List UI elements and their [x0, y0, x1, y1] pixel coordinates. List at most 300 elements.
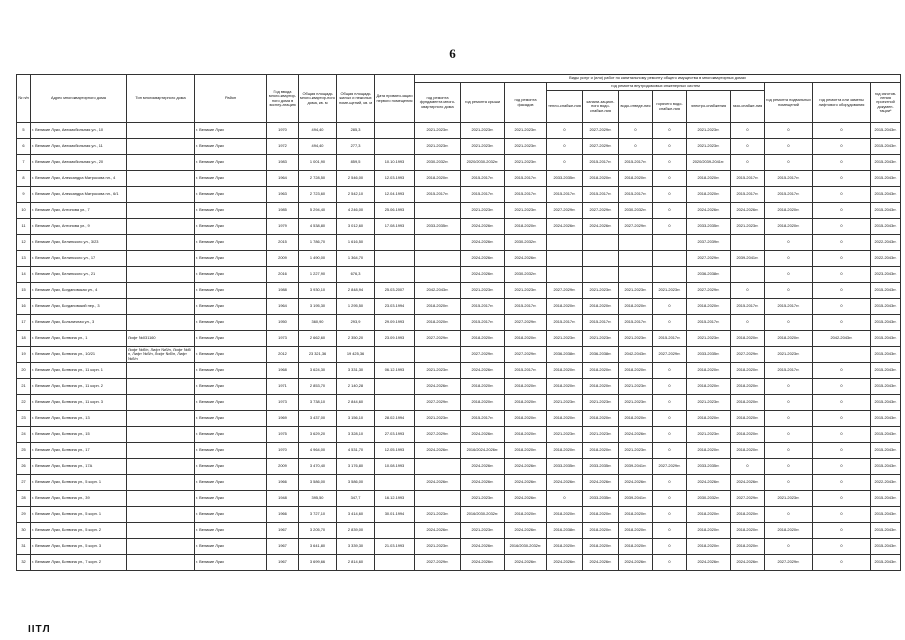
- table-cell: 2015-2043гг.: [871, 379, 901, 395]
- table-cell: 2021-2023гг.: [731, 219, 765, 235]
- table-cell: 13: [17, 251, 31, 267]
- table-cell: 2018-2020гг.: [415, 299, 461, 315]
- table-cell: 1973: [267, 395, 299, 411]
- table-cell: [547, 235, 583, 251]
- table-cell: 494,40: [299, 139, 337, 155]
- table-cell: 1970: [267, 443, 299, 459]
- table-cell: 0: [653, 395, 687, 411]
- table-cell: 2015-2017гг.: [583, 315, 619, 331]
- table-cell: 0: [653, 155, 687, 171]
- table-cell: 0: [813, 123, 871, 139]
- table-cell: 2 350,20: [337, 331, 375, 347]
- table-cell: [415, 203, 461, 219]
- table-cell: 2015-2017гг.: [583, 155, 619, 171]
- table-cell: 0: [765, 235, 813, 251]
- table-cell: 2021-2023гг.: [461, 203, 505, 219]
- table-cell: 2027-2029гг.: [653, 459, 687, 475]
- table-cell: 18: [17, 331, 31, 347]
- table-cell: г. Великие Луки: [195, 347, 267, 363]
- table-cell: г. Великие Луки: [195, 235, 267, 251]
- table-cell: [127, 187, 195, 203]
- table-cell: г. Великие Луки, Ботвина ул., 15: [31, 427, 127, 443]
- table-cell: [547, 251, 583, 267]
- table-cell: 2027-2029гг.: [415, 395, 461, 411]
- table-cell: 2042-2043гг.: [415, 283, 461, 299]
- table-row: [17, 379, 901, 395]
- table-cell: 2018-2020гг.: [619, 507, 653, 523]
- table-cell: 14: [17, 267, 31, 283]
- table-row: [17, 123, 901, 139]
- table-cell: г. Великие Луки: [195, 283, 267, 299]
- table-row: [17, 315, 901, 331]
- table-cell: 2018-2020гг.: [619, 539, 653, 555]
- table-cell: 2009: [267, 251, 299, 267]
- table-cell: 1968: [267, 363, 299, 379]
- table-cell: 2018-2020гг.: [547, 507, 583, 523]
- table-cell: 23.09.1993: [375, 331, 415, 347]
- table-cell: 3 339,30: [337, 539, 375, 555]
- table-cell: г. Великие Луки: [195, 171, 267, 187]
- table-cell: 0: [765, 443, 813, 459]
- table-cell: 2018-2020гг.: [731, 331, 765, 347]
- table-cell: 17.08.1993: [375, 219, 415, 235]
- table-cell: 293,9: [337, 315, 375, 331]
- table-cell: г. Великие Луки, Ботвина ул., 17: [31, 443, 127, 459]
- table-cell: 2015-2017гг.: [765, 363, 813, 379]
- table-cell: 27.03.1993: [375, 427, 415, 443]
- header-year: Год ввода много-квартир-ного дома в эксплу-атацию: [267, 75, 299, 123]
- table-cell: 0: [813, 139, 871, 155]
- table-cell: 2036-2038гг.: [547, 347, 583, 363]
- table-cell: г. Великие Луки, Александра Матросова пл., 6/1: [31, 187, 127, 203]
- table-row: [17, 427, 901, 443]
- table-row: [17, 283, 901, 299]
- table-row: [17, 203, 901, 219]
- table-cell: 0: [813, 379, 871, 395]
- table-cell: 3 629,20: [299, 427, 337, 443]
- table-cell: 2015-2017гг.: [461, 299, 505, 315]
- table-row: [17, 491, 901, 507]
- table-cell: 2015-2017гг.: [505, 171, 547, 187]
- table-cell: 0: [653, 219, 687, 235]
- table-cell: 2015-2017гг.: [731, 299, 765, 315]
- table-cell: г. Великие Луки, Автомобильная ул., 20: [31, 155, 127, 171]
- table-row: [17, 299, 901, 315]
- table-cell: 0: [813, 251, 871, 267]
- table-cell: 0: [765, 507, 813, 523]
- table-cell: 29: [17, 507, 31, 523]
- table-cell: 0: [765, 395, 813, 411]
- table-cell: 2021-2023гг.: [583, 427, 619, 443]
- table-cell: [415, 235, 461, 251]
- table-cell: 2021-2023гг.: [505, 203, 547, 219]
- table-cell: 2015-2043гг.: [871, 139, 901, 155]
- table-cell: 0: [813, 219, 871, 235]
- table-cell: 5: [17, 123, 31, 139]
- table-cell: г. Великие Луки, Белинского ул., 21: [31, 267, 127, 283]
- table-cell: 2030-2032гг.: [619, 203, 653, 219]
- table-cell: 2030-2032гг.: [415, 155, 461, 171]
- table-cell: 2018-2020гг.: [415, 315, 461, 331]
- table-cell: 2018-2020гг.: [731, 363, 765, 379]
- table-cell: 2021-2023гг.: [505, 139, 547, 155]
- table-cell: 0: [813, 523, 871, 539]
- table-cell: 2018-2020гг.: [687, 443, 731, 459]
- table-cell: 2015-2043гг.: [871, 491, 901, 507]
- table-cell: 2021-2023гг.: [415, 363, 461, 379]
- table-cell: 1967: [267, 523, 299, 539]
- table-cell: Лифт №б/н, Лифт №б/н, Лифт №б/н, Лифт №б/н, Лифт №б/н, Лифт №б/н: [127, 347, 195, 363]
- table-body: [17, 123, 901, 571]
- table-cell: [127, 395, 195, 411]
- table-cell: 2037-2039гг.: [687, 235, 731, 251]
- table-cell: 21: [17, 379, 31, 395]
- table-cell: [731, 235, 765, 251]
- table-cell: 0: [765, 379, 813, 395]
- table-cell: г. Великие Луки, Больничная ул., 3: [31, 315, 127, 331]
- table-cell: 1 001,90: [299, 155, 337, 171]
- table-cell: 2024-2026гг.: [461, 251, 505, 267]
- table-cell: 2016/2030-2032гг.: [505, 539, 547, 555]
- table-cell: 4 964,00: [299, 443, 337, 459]
- table-cell: [127, 491, 195, 507]
- table-cell: 0: [765, 267, 813, 283]
- table-cell: 3 586,00: [299, 475, 337, 491]
- table-cell: 2027-2029гг.: [619, 219, 653, 235]
- table-cell: 0: [813, 443, 871, 459]
- table-cell: 2018-2020гг.: [547, 363, 583, 379]
- table-cell: 347,7: [337, 491, 375, 507]
- table-cell: 0: [813, 235, 871, 251]
- table-cell: 2030-2032гг.: [505, 235, 547, 251]
- table-cell: 2015-2043гг.: [871, 123, 901, 139]
- table-cell: 2018-2020гг.: [731, 427, 765, 443]
- table-cell: 2027-2029гг.: [461, 347, 505, 363]
- table-cell: 0: [653, 379, 687, 395]
- table-cell: 1970: [267, 123, 299, 139]
- table-cell: г. Великие Луки, Антонова ул., 7: [31, 203, 127, 219]
- header-address: Адрес многоквартирного дома: [31, 75, 127, 123]
- table-cell: 2030-2032гг.: [687, 491, 731, 507]
- table-cell: 2018-2020гг.: [547, 379, 583, 395]
- table-cell: 2018-2020гг.: [619, 363, 653, 379]
- table-cell: г. Великие Луки, Ботвина ул., 5 корп. 1: [31, 507, 127, 523]
- table-cell: 2021-2023гг.: [415, 507, 461, 523]
- table-cell: 2015-2017гг.: [619, 187, 653, 203]
- table-cell: г. Великие Луки: [195, 491, 267, 507]
- table-cell: [127, 251, 195, 267]
- table-cell: 2015-2043гг.: [871, 187, 901, 203]
- table-cell: 2021-2023гг.: [415, 139, 461, 155]
- table-cell: 2016: [267, 267, 299, 283]
- table-cell: 2033-2035гг.: [415, 219, 461, 235]
- table-cell: 2021-2023гг.: [505, 123, 547, 139]
- table-cell: 2015-2043гг.: [871, 203, 901, 219]
- table-cell: 2018-2020гг.: [583, 507, 619, 523]
- table-cell: [127, 267, 195, 283]
- table-cell: 1 786,70: [299, 235, 337, 251]
- table-cell: 19: [17, 347, 31, 363]
- table-cell: г. Великие Луки, Богдановская ул., 4: [31, 283, 127, 299]
- table-cell: 0: [653, 139, 687, 155]
- table-cell: 2018-2020гг.: [619, 171, 653, 187]
- table-cell: 2027-2029гг.: [731, 491, 765, 507]
- table-cell: 3 176,80: [337, 459, 375, 475]
- table-cell: 2024-2026гг.: [687, 555, 731, 571]
- table-cell: г. Великие Луки: [195, 523, 267, 539]
- table-cell: 2033-2035гг.: [687, 219, 731, 235]
- table-cell: 2027-2029гг.: [687, 283, 731, 299]
- table-cell: 12.05.1993: [375, 443, 415, 459]
- table-cell: 1967: [267, 555, 299, 571]
- table-cell: 1 227,90: [299, 267, 337, 283]
- table-cell: 2024-2026гг.: [461, 475, 505, 491]
- table-cell: [415, 267, 461, 283]
- table-cell: [127, 555, 195, 571]
- header-total-area: Общая площадь много-квартир-ного дома, кв. м: [299, 75, 337, 123]
- table-cell: [375, 555, 415, 571]
- header-type: Тип многоквартирного дома: [127, 75, 195, 123]
- table-cell: 0: [547, 491, 583, 507]
- table-cell: г. Великие Луки, Александра Матросова пл., 4: [31, 171, 127, 187]
- table-cell: 2021-2023гг.: [619, 331, 653, 347]
- table-cell: 2015-2017гг.: [461, 411, 505, 427]
- table-cell: 2022-2043гг.: [871, 235, 901, 251]
- table-cell: 1966: [267, 507, 299, 523]
- table-cell: 2015-2043гг.: [871, 219, 901, 235]
- table-cell: 2027-2029гг.: [583, 123, 619, 139]
- table-cell: 0: [731, 459, 765, 475]
- header-facade: год ремонта фасадов: [505, 83, 547, 123]
- table-cell: [583, 235, 619, 251]
- table-cell: 3 328,10: [337, 427, 375, 443]
- table-cell: 0: [765, 251, 813, 267]
- table-cell: 2018-2020гг.: [619, 523, 653, 539]
- table-cell: 3 414,60: [337, 507, 375, 523]
- table-cell: 6: [17, 139, 31, 155]
- table-cell: г. Великие Луки, Ботвина ул., 11 корп. 1: [31, 363, 127, 379]
- table-cell: [127, 123, 195, 139]
- table-cell: 0: [813, 411, 871, 427]
- table-cell: [375, 395, 415, 411]
- table-cell: 2024-2026гг.: [461, 459, 505, 475]
- table-cell: 0: [653, 523, 687, 539]
- table-cell: 2015-2017гг.: [461, 187, 505, 203]
- table-cell: 2024-2026гг.: [583, 475, 619, 491]
- table-cell: 0: [813, 507, 871, 523]
- table-cell: 2015-2043гг.: [871, 363, 901, 379]
- header-privatization: Дата привати-зации первого помещения: [375, 75, 415, 123]
- table-cell: 28: [17, 491, 31, 507]
- table-row: [17, 459, 901, 475]
- table-cell: 2021-2023гг.: [583, 395, 619, 411]
- table-cell: 2024-2026гг.: [731, 203, 765, 219]
- header-drain: водо-отведе-ния: [619, 91, 653, 123]
- table-cell: 2018-2020гг.: [687, 187, 731, 203]
- table-cell: 2018-2020гг.: [687, 379, 731, 395]
- table-cell: 2015-2043гг.: [871, 283, 901, 299]
- table-cell: 2027-2029гг.: [415, 331, 461, 347]
- table-cell: 2 728,50: [299, 171, 337, 187]
- table-cell: 2021-2023гг.: [461, 123, 505, 139]
- table-cell: 0: [813, 395, 871, 411]
- table-cell: 28.02.1994: [375, 411, 415, 427]
- table-cell: 2018-2020гг.: [765, 523, 813, 539]
- table-cell: 2018-2020гг.: [687, 523, 731, 539]
- table-cell: 2018-2020гг.: [731, 395, 765, 411]
- table-cell: 2018-2020гг.: [505, 507, 547, 523]
- table-cell: 2024-2026гг.: [505, 491, 547, 507]
- table-cell: 2016-2038гг.: [547, 523, 583, 539]
- table-cell: 2 140,28: [337, 379, 375, 395]
- table-cell: г. Великие Луки, Ботвина ул., 7 корп. 2: [31, 555, 127, 571]
- table-cell: 4 531,70: [337, 443, 375, 459]
- table-cell: 29.09.1993: [375, 315, 415, 331]
- table-cell: [127, 363, 195, 379]
- table-cell: 2021-2023гг.: [765, 347, 813, 363]
- table-cell: 0: [765, 155, 813, 171]
- table-cell: 2015-2017гг.: [415, 187, 461, 203]
- table-cell: 2018-2020гг.: [505, 379, 547, 395]
- table-cell: 2021-2023гг.: [415, 539, 461, 555]
- table-cell: 2015-2043гг.: [871, 155, 901, 171]
- table-cell: 0: [653, 555, 687, 571]
- table-cell: г. Великие Луки: [195, 379, 267, 395]
- table-cell: 0: [765, 139, 813, 155]
- table-cell: 2021-2023гг.: [583, 283, 619, 299]
- table-cell: 0: [653, 315, 687, 331]
- table-cell: 2039-2041гг.: [731, 251, 765, 267]
- table-cell: 2015-2017гг.: [505, 363, 547, 379]
- table-cell: г. Великие Луки, Ботвина ул., 10/21: [31, 347, 127, 363]
- table-cell: 5 294,40: [299, 203, 337, 219]
- table-cell: 2027-2029гг.: [415, 555, 461, 571]
- header-engineering-group: год ремонта внутридомовых инженерных систем: [547, 83, 765, 91]
- table-cell: 06.12.1993: [375, 363, 415, 379]
- table-cell: 2018-2020гг.: [583, 171, 619, 187]
- table-cell: 2027-2029гг.: [415, 427, 461, 443]
- table-cell: 2024-2026гг.: [619, 427, 653, 443]
- table-cell: г. Великие Луки: [195, 299, 267, 315]
- table-cell: 30: [17, 523, 31, 539]
- table-cell: 12: [17, 235, 31, 251]
- table-cell: 2015-2017гг.: [461, 315, 505, 331]
- table-row: [17, 555, 901, 571]
- table-row: [17, 235, 901, 251]
- table-cell: 2018-2020гг.: [461, 395, 505, 411]
- table-cell: 2018-2020гг.: [461, 379, 505, 395]
- table-cell: 2024-2026гг.: [619, 555, 653, 571]
- table-cell: 2021-2023гг.: [547, 395, 583, 411]
- table-cell: г. Великие Луки, Автомобильная ул., 11: [31, 139, 127, 155]
- table-cell: 4 538,80: [299, 219, 337, 235]
- table-cell: г. Великие Луки, Ботвина ул., 5 корп. 1: [31, 475, 127, 491]
- table-cell: 30.01.1994: [375, 507, 415, 523]
- table-cell: 2039-2041гг.: [619, 459, 653, 475]
- table-cell: 2021-2023гг.: [687, 427, 731, 443]
- table-cell: 395,50: [299, 491, 337, 507]
- table-cell: 0: [813, 491, 871, 507]
- table-cell: 1972: [267, 139, 299, 155]
- table-cell: 10.08.1993: [375, 459, 415, 475]
- table-cell: [653, 235, 687, 251]
- table-cell: 2021-2023гг.: [547, 331, 583, 347]
- table-cell: 2015-2017гг.: [619, 315, 653, 331]
- table-cell: 676,3: [337, 267, 375, 283]
- table-cell: 2015-2043гг.: [871, 299, 901, 315]
- table-cell: 3 586,00: [337, 475, 375, 491]
- table-cell: 2021-2023гг.: [619, 395, 653, 411]
- table-cell: 2015-2043гг.: [871, 427, 901, 443]
- table-cell: 31: [17, 539, 31, 555]
- table-cell: 1967: [267, 539, 299, 555]
- table-row: [17, 331, 901, 347]
- table-cell: 2018-2020гг.: [731, 523, 765, 539]
- table-cell: 2015-2017гг.: [765, 299, 813, 315]
- table-cell: [127, 475, 195, 491]
- table-cell: г. Великие Луки, Ботвина ул., 1: [31, 331, 127, 347]
- table-cell: 0: [765, 411, 813, 427]
- table-row: [17, 443, 901, 459]
- table-cell: 2021-2023гг.: [687, 139, 731, 155]
- table-cell: 2018-2020гг.: [461, 331, 505, 347]
- table-cell: 2021-2023гг.: [687, 395, 731, 411]
- table-cell: 859,5: [337, 155, 375, 171]
- table-cell: г. Великие Луки, Ботвина ул., 17А: [31, 459, 127, 475]
- table-cell: 2015-2017гг.: [731, 171, 765, 187]
- table-cell: 0: [547, 139, 583, 155]
- table-cell: 2018-2020гг.: [765, 219, 813, 235]
- table-cell: 2018-2020гг.: [583, 363, 619, 379]
- table-cell: [415, 251, 461, 267]
- table-cell: 2036-2038гг.: [687, 267, 731, 283]
- table-cell: 2024-2026гг.: [505, 251, 547, 267]
- table-cell: 3 195,30: [299, 299, 337, 315]
- header-roof: год ремонта крыши: [461, 83, 505, 123]
- table-cell: г. Великие Луки, Ботвина ул., 5 корп. 2: [31, 523, 127, 539]
- table-cell: 0: [765, 427, 813, 443]
- table-row: [17, 219, 901, 235]
- table-cell: 3 738,10: [299, 395, 337, 411]
- table-cell: г. Великие Луки, Ботвина ул., 11 корп. 2: [31, 379, 127, 395]
- table-cell: 0: [765, 459, 813, 475]
- table-cell: [127, 507, 195, 523]
- table-cell: 2024-2026гг.: [461, 555, 505, 571]
- table-cell: 2027-2029гг.: [687, 251, 731, 267]
- table-cell: 2030-2032гг.: [505, 267, 547, 283]
- table-cell: 2018-2020гг.: [505, 443, 547, 459]
- table-cell: 2015-2043гг.: [871, 459, 901, 475]
- header-district: Район: [195, 75, 267, 123]
- table-cell: г. Великие Луки: [195, 315, 267, 331]
- table-cell: 0: [813, 315, 871, 331]
- table-cell: 2018-2020гг.: [765, 331, 813, 347]
- table-cell: 2027-2029гг.: [731, 347, 765, 363]
- table-cell: 2018-2020гг.: [505, 411, 547, 427]
- table-cell: 2021-2023гг.: [687, 123, 731, 139]
- table-cell: 2018-2020гг.: [687, 171, 731, 187]
- table-cell: [127, 379, 195, 395]
- table-cell: 2042-2043гг.: [813, 331, 871, 347]
- table-cell: 0: [765, 539, 813, 555]
- table-row: [17, 475, 901, 491]
- table-cell: [127, 203, 195, 219]
- table-cell: 2018-2020гг.: [415, 171, 461, 187]
- page-number: 6: [449, 46, 456, 61]
- table-cell: 10.10.1993: [375, 155, 415, 171]
- table-cell: 0: [547, 155, 583, 171]
- table-cell: 2021-2023гг.: [547, 427, 583, 443]
